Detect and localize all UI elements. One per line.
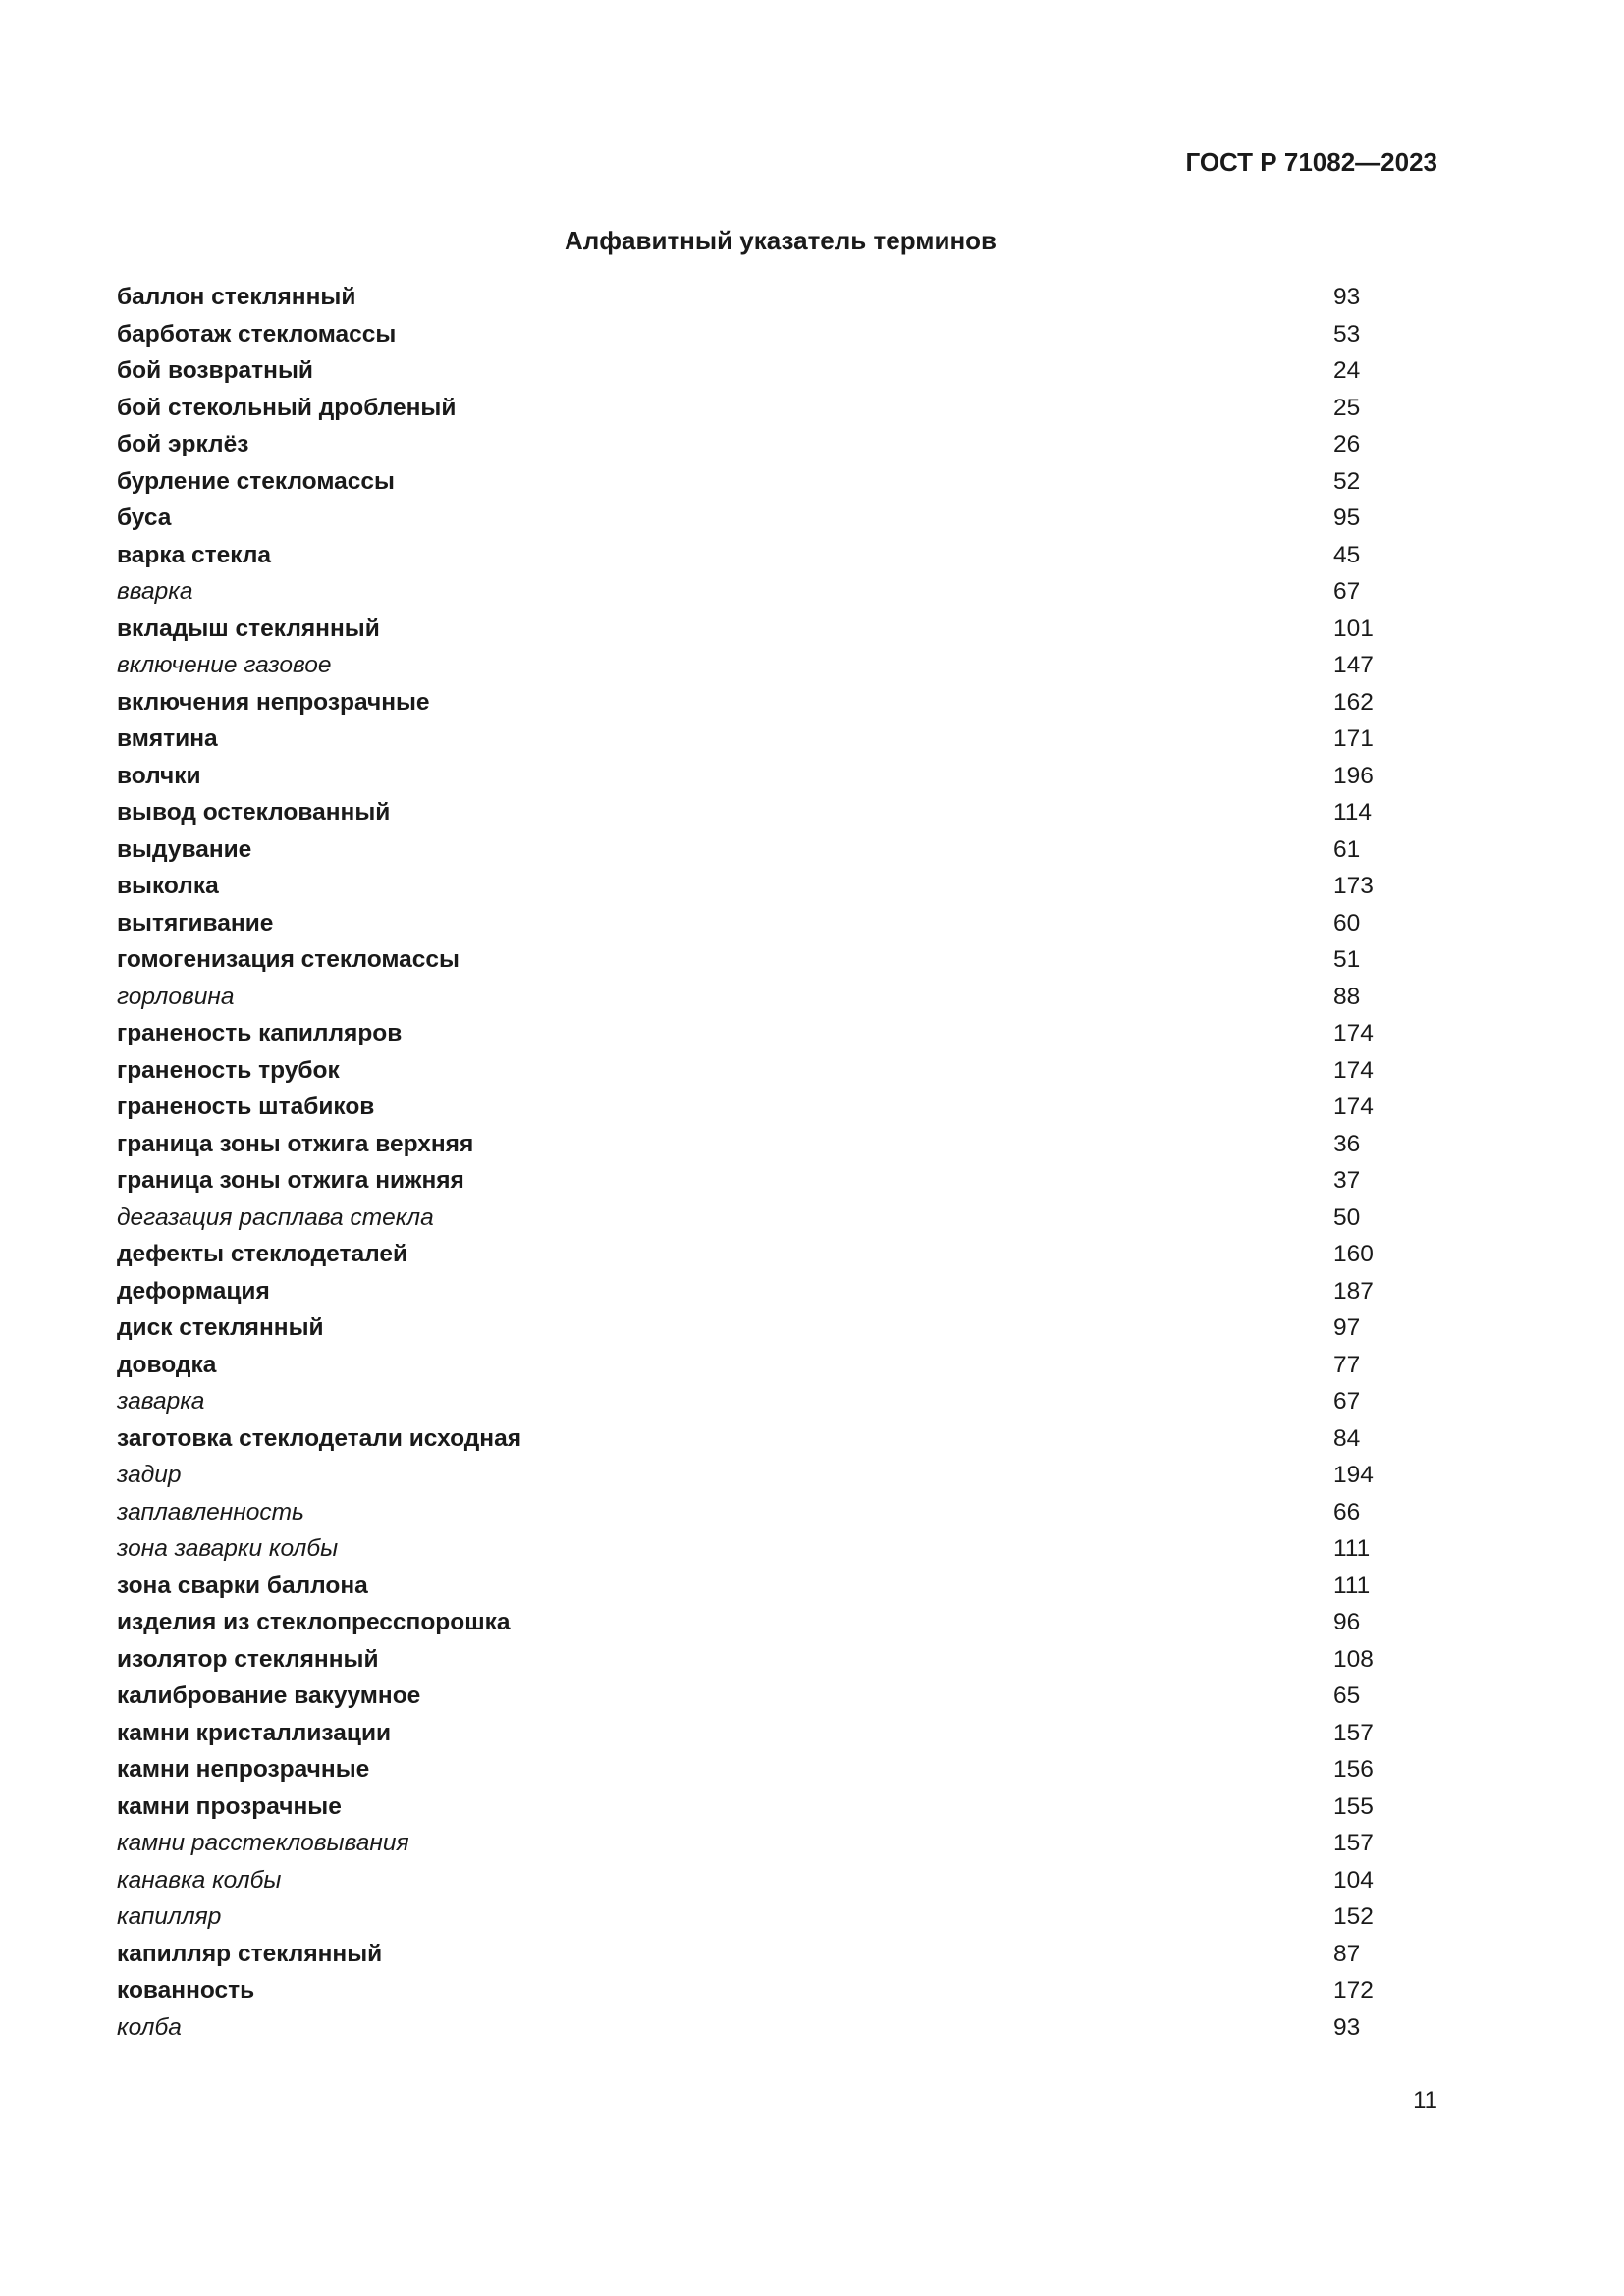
index-term-number: 152 — [1333, 1903, 1374, 1930]
index-term: колба — [117, 2013, 182, 2041]
index-term-number: 53 — [1333, 320, 1361, 347]
index-term: изделия из стеклопресспорошка — [117, 1609, 511, 1635]
index-term-number: 157 — [1333, 1830, 1374, 1856]
index-term: калибрование вакуумное — [117, 1682, 421, 1709]
index-term-number: 67 — [1333, 1388, 1361, 1415]
index-entry — [117, 1568, 1393, 1605]
index-term: горловина — [117, 983, 235, 1010]
index-entry — [117, 1052, 1393, 1090]
index-term-number: 160 — [1333, 1241, 1374, 1267]
index-term: граненость капилляров — [117, 1020, 403, 1046]
index-term-number: 174 — [1333, 1056, 1374, 1084]
index-term-number: 25 — [1333, 394, 1361, 421]
index-entry — [117, 941, 1393, 979]
index-term: выколка — [117, 873, 219, 899]
index-term: гомогенизация стекломассы — [117, 946, 460, 973]
index-term-number: 147 — [1333, 652, 1374, 678]
index-term-number: 157 — [1333, 1719, 1374, 1746]
index-entry — [117, 684, 1393, 721]
index-term: бой стекольный дробленый — [117, 394, 457, 421]
index-entry — [117, 2009, 1393, 2047]
index-term-number: 162 — [1333, 688, 1374, 716]
index-entry — [117, 1862, 1393, 1899]
index-term-number: 96 — [1333, 1609, 1361, 1635]
index-entry — [117, 905, 1393, 942]
index-entry — [117, 979, 1393, 1016]
index-entry — [117, 1089, 1393, 1126]
index-entry — [117, 1936, 1393, 1973]
index-term: капилляр — [117, 1903, 222, 1930]
index-term: бой возвратный — [117, 357, 313, 384]
index-term-number: 50 — [1333, 1203, 1361, 1231]
index-entry — [117, 794, 1393, 831]
index-entry — [117, 1715, 1393, 1752]
index-entry — [117, 500, 1393, 537]
document-header: ГОСТ Р 71082—2023 — [1185, 147, 1437, 177]
index-term: буса — [117, 505, 172, 531]
index-term: варка стекла — [117, 541, 272, 568]
index-entry — [117, 1383, 1393, 1420]
index-term: доводка — [117, 1351, 217, 1378]
index-term: канавка колбы — [117, 1866, 282, 1894]
index-term: зона сварки баллона — [117, 1572, 368, 1599]
index-term-number: 52 — [1333, 467, 1361, 495]
index-term: заварка — [117, 1388, 205, 1415]
index-term: вывод остеклованный — [117, 799, 391, 826]
index-term-number: 87 — [1333, 1940, 1361, 1967]
index-entry — [117, 1126, 1393, 1163]
index-entry — [117, 279, 1393, 316]
index-term-number: 93 — [1333, 2013, 1361, 2041]
index-entry — [117, 1530, 1393, 1568]
index-term: камни расстекловывания — [117, 1830, 409, 1856]
index-term: вкладыш стеклянный — [117, 614, 380, 642]
index-term: капилляр стеклянный — [117, 1940, 383, 1967]
index-term: граница зоны отжига верхняя — [117, 1130, 474, 1157]
index-entry — [117, 721, 1393, 758]
index-term-number: 51 — [1333, 946, 1361, 973]
index-term: дегазация расплава стекла — [117, 1203, 434, 1231]
index-entry — [117, 647, 1393, 684]
index-term-number: 88 — [1333, 983, 1361, 1010]
index-term-number: 174 — [1333, 1020, 1374, 1046]
index-term-number: 37 — [1333, 1167, 1361, 1194]
index-entry — [117, 1015, 1393, 1052]
index-entry — [117, 573, 1393, 611]
index-entry — [117, 1494, 1393, 1531]
index-term-number: 101 — [1333, 614, 1374, 642]
index-term-number: 104 — [1333, 1866, 1374, 1894]
index-term-number: 67 — [1333, 578, 1361, 605]
index-entry — [117, 611, 1393, 648]
index-term-number: 155 — [1333, 1792, 1374, 1820]
index-term-number: 45 — [1333, 541, 1361, 568]
index-entry — [117, 1604, 1393, 1641]
index-term-number: 114 — [1333, 799, 1373, 826]
index-entry — [117, 1420, 1393, 1458]
index-term: бурление стекломассы — [117, 467, 395, 495]
index-entry — [117, 1200, 1393, 1237]
index-term-number: 174 — [1333, 1094, 1374, 1120]
index-term: граненость трубок — [117, 1056, 340, 1084]
index-term: барботаж стекломассы — [117, 320, 397, 347]
index-term-number: 26 — [1333, 431, 1361, 457]
index-term-number: 65 — [1333, 1682, 1361, 1709]
index-title: Алфавитный указатель терминов — [564, 226, 998, 255]
index-term-number: 156 — [1333, 1756, 1374, 1783]
index-entry — [117, 1457, 1393, 1494]
index-term: волчки — [117, 762, 201, 789]
index-term-number: 196 — [1333, 762, 1374, 789]
index-term-number: 171 — [1333, 725, 1374, 752]
index-term: граница зоны отжига нижняя — [117, 1167, 464, 1194]
index-entry — [117, 316, 1393, 353]
index-term-number: 108 — [1333, 1645, 1374, 1673]
index-entry — [117, 1273, 1393, 1310]
index-term: граненость штабиков — [117, 1094, 375, 1120]
index-term: кованность — [117, 1977, 255, 2003]
index-term-number: 111 — [1333, 1535, 1371, 1562]
index-entry — [117, 1898, 1393, 1936]
index-entry — [117, 1347, 1393, 1384]
index-term-number: 66 — [1333, 1498, 1361, 1525]
index-entry — [117, 1678, 1393, 1715]
index-term-number: 187 — [1333, 1277, 1374, 1305]
index-term: зона заварки колбы — [117, 1535, 339, 1562]
index-entry — [117, 390, 1393, 427]
index-term-number: 84 — [1333, 1424, 1361, 1452]
index-term-number: 93 — [1333, 284, 1361, 310]
index-entry — [117, 1309, 1393, 1347]
index-term-number: 60 — [1333, 909, 1361, 936]
index-entry — [117, 758, 1393, 795]
index-term: дефекты стеклодеталей — [117, 1241, 408, 1267]
index-entry — [117, 1236, 1393, 1273]
page-number: 11 — [1413, 2087, 1437, 2113]
index-term: деформация — [117, 1277, 270, 1305]
index-term: камни кристаллизации — [117, 1719, 392, 1746]
index-term: выдувание — [117, 835, 252, 863]
index-entry — [117, 868, 1393, 905]
index-entry — [117, 352, 1393, 390]
index-term: вмятина — [117, 725, 218, 752]
index-term: заплавленность — [117, 1498, 304, 1525]
index-term: включения непрозрачные — [117, 688, 430, 716]
index-term-number: 194 — [1333, 1462, 1374, 1488]
index-term-number: 36 — [1333, 1130, 1361, 1157]
index-entry — [117, 1162, 1393, 1200]
term-index-list — [117, 279, 1393, 2046]
index-term: заготовка стеклодетали исходная — [117, 1424, 522, 1452]
index-entry — [117, 537, 1393, 574]
index-term: камни прозрачные — [117, 1792, 342, 1820]
index-entry — [117, 1789, 1393, 1826]
index-term: задир — [117, 1462, 182, 1488]
index-term-number: 61 — [1333, 835, 1361, 863]
index-entry — [117, 831, 1393, 869]
index-entry — [117, 1641, 1393, 1679]
index-term-number: 97 — [1333, 1314, 1361, 1341]
index-entry — [117, 1972, 1393, 2009]
index-entry — [117, 1825, 1393, 1862]
index-entry — [117, 463, 1393, 501]
index-term: включение газовое — [117, 652, 332, 678]
index-term: баллон стеклянный — [117, 284, 356, 310]
index-term: камни непрозрачные — [117, 1756, 370, 1783]
index-term: вварка — [117, 578, 193, 605]
index-term-number: 24 — [1333, 357, 1361, 384]
index-term: бой эрклёз — [117, 431, 249, 457]
index-term-number: 172 — [1333, 1977, 1374, 2003]
index-term-number: 95 — [1333, 505, 1361, 531]
index-term-number: 77 — [1333, 1351, 1361, 1378]
index-term-number: 111 — [1333, 1572, 1371, 1599]
index-term-number: 173 — [1333, 873, 1374, 899]
index-term: диск стеклянный — [117, 1314, 324, 1341]
index-term: вытягивание — [117, 909, 274, 936]
index-entry — [117, 1751, 1393, 1789]
index-entry — [117, 426, 1393, 463]
index-term: изолятор стеклянный — [117, 1645, 379, 1673]
